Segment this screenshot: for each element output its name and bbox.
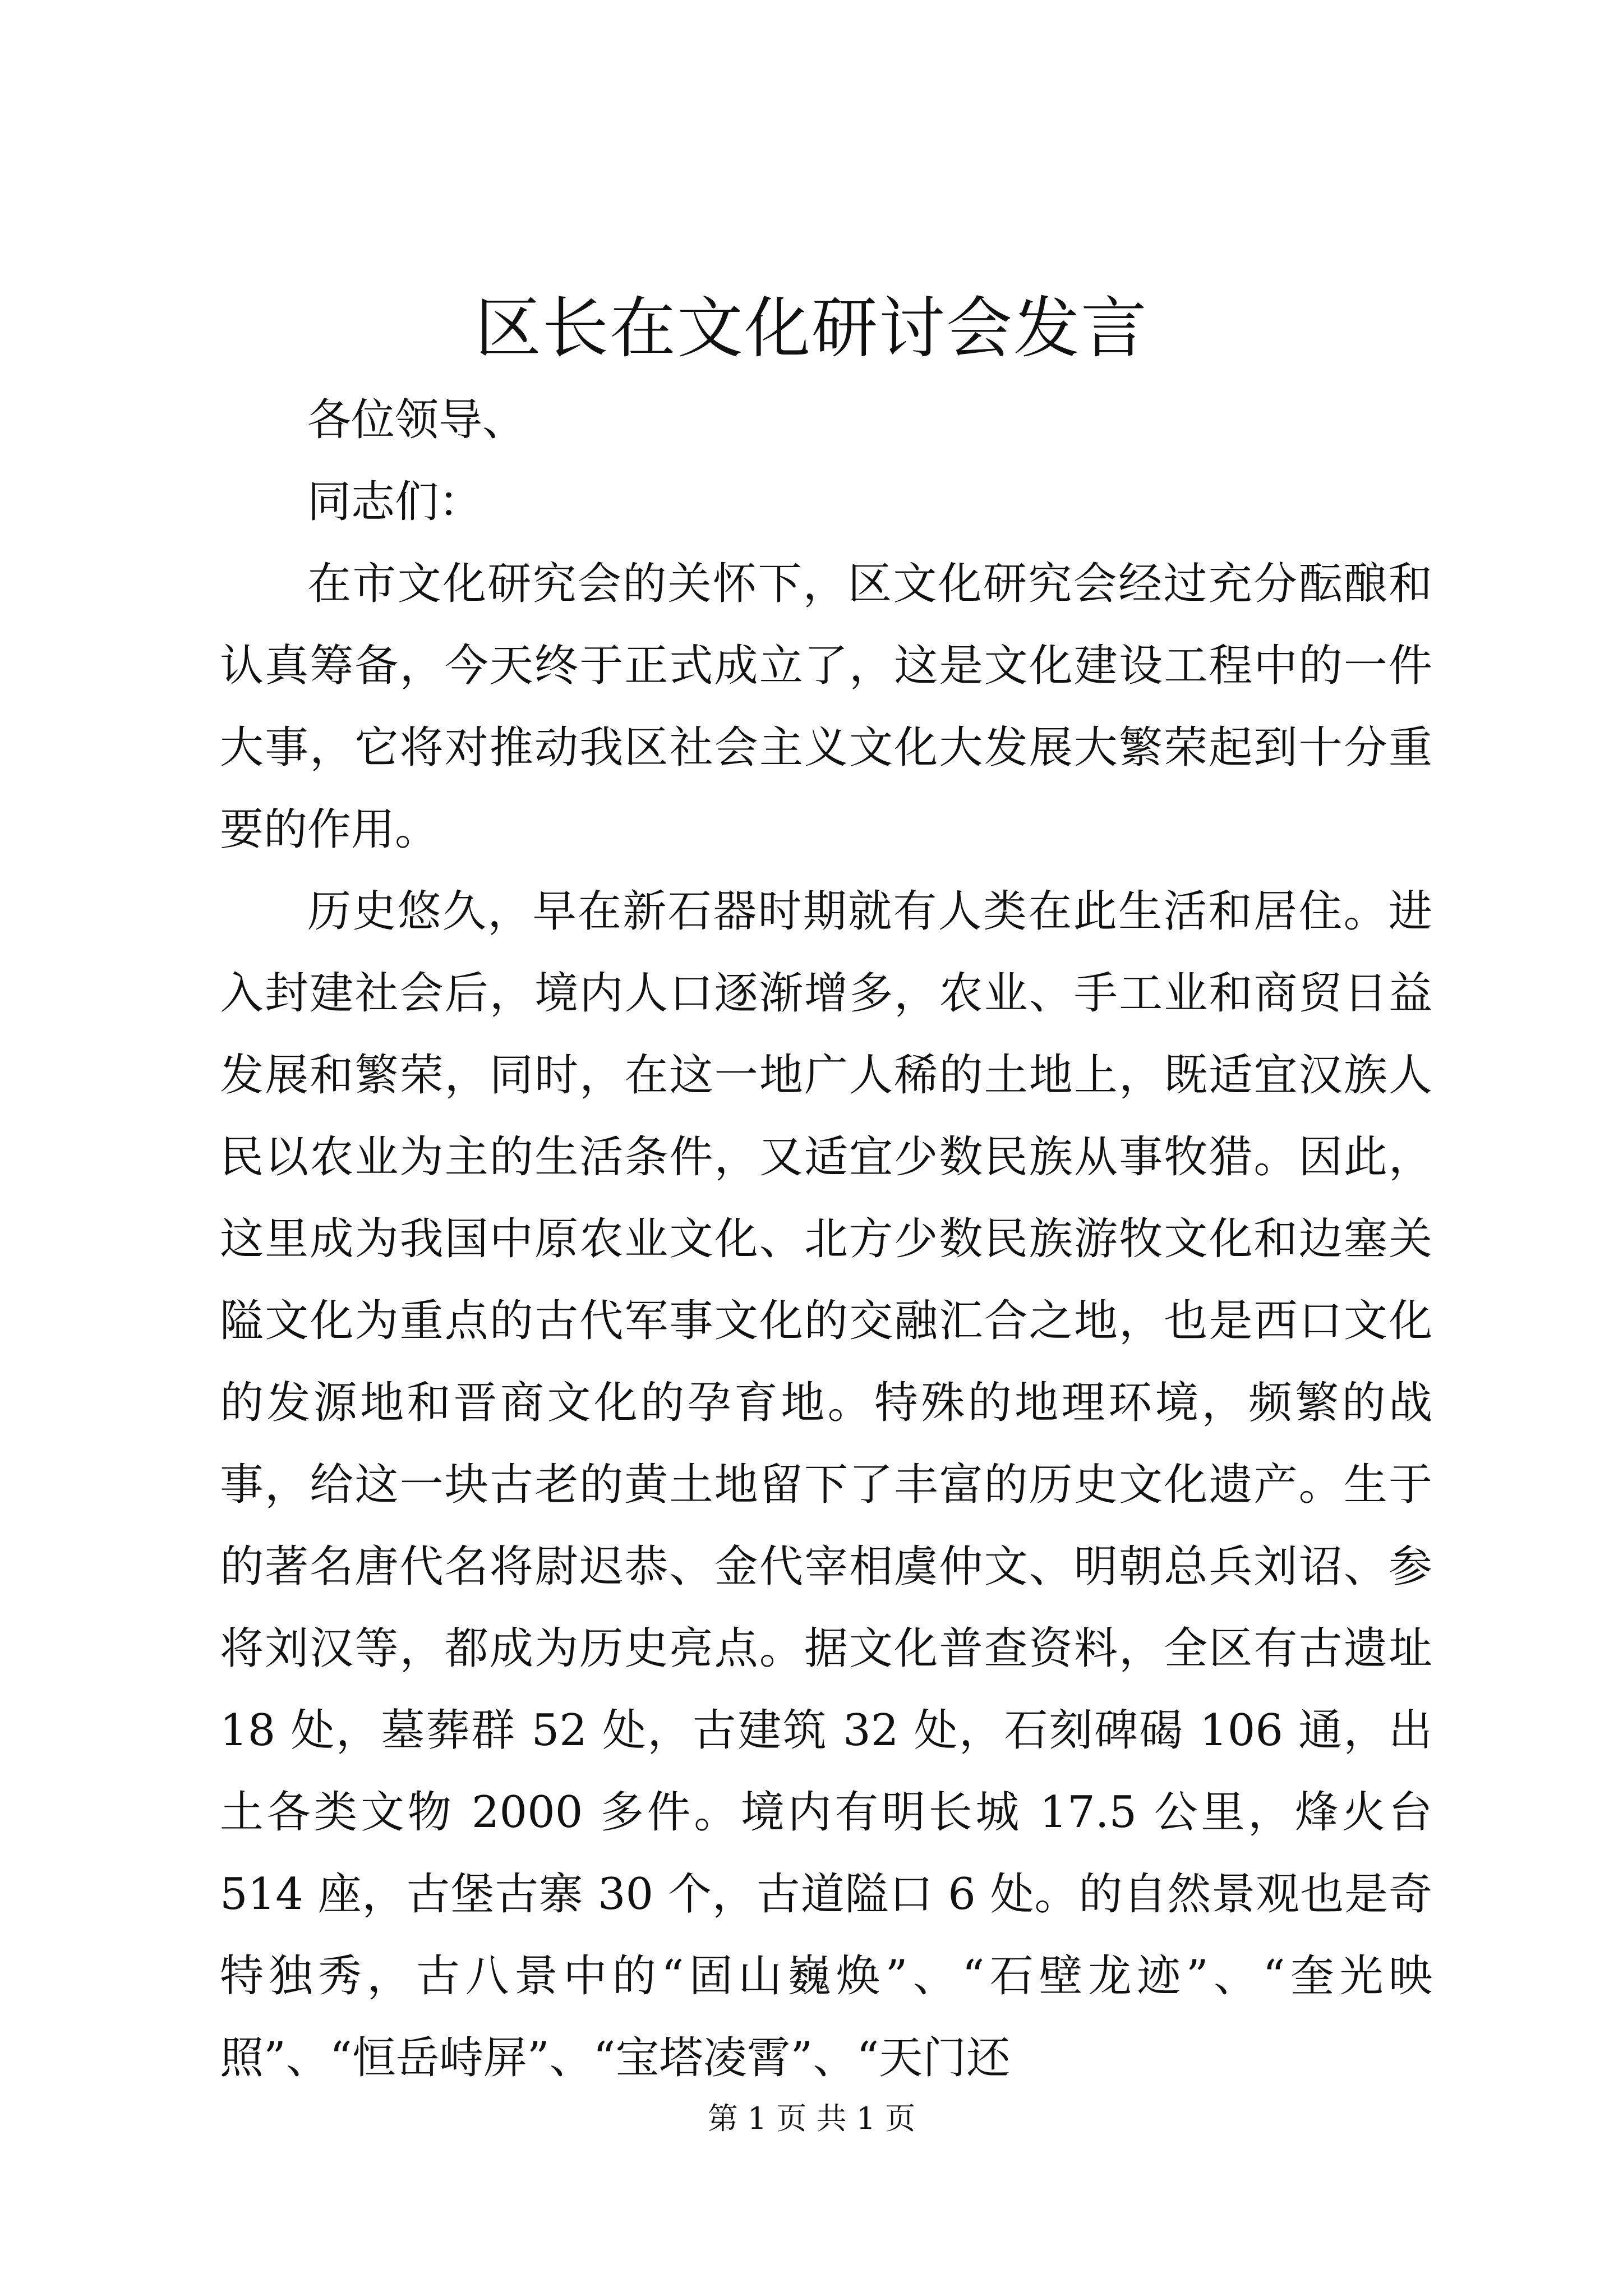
body-paragraph: 在市文化研究会的关怀下，区文化研究会经过充分酝酿和认真筹备，今天终于正式成立了，这是文化建设工程中的一件大事，它将对推动我区社会主义文化大发展大繁荣起到十分重要的作用。 (220, 559, 1432, 855)
page-footer: 第 1 页 共 1 页 (707, 2101, 916, 2136)
body-paragraph: 历史悠久，早在新石器时期就有人类在此生活和居住。进入封建社会后，境内人口逐渐增多，农业、手工业和商贸日益发展和繁荣，同时，在这一地广人稀的土地上，既适宜汉族人民以农业为主的生活条件，又适宜少数民族从事牧猎。因此，这里成为我国中原农业文化、北方少数民族游牧文化和边塞关隘文化为重点的古代军事文化的交融汇合之地，也是西口文化的发源地和晋商文化的孕育地。特殊的地理环境，频繁的战事，给这一块古老的黄土地留下了丰富的历史文化遗产。生于的著名唐代名将尉迟恭、金代宰相虞仲文、明朝总兵刘诏、参将刘汉等，都成为历史亮点。据文化普查资料，全区有古遗址 18 处，墓葬群 52 处，古建筑 32 处，石刻碑碣 106 通，出土各类文物 2000 多件。境内有明长城 17.5 公里，烽火台 514 座，古堡古寨 30 个，古道隘口 6 处。的自然景观也是奇特独秀，古八景中的“固山巍焕”、“石壁龙迹”、“奎光映照”、“恒岳峙屏”、“宝塔凌霄”、“天门还 (220, 886, 1432, 2083)
salutation-line: 同志们： (307, 477, 483, 527)
document-body (220, 379, 1432, 2099)
document-title: 区长在文化研讨会发言 (474, 289, 1148, 367)
salutation-line: 各位领导、 (307, 395, 527, 445)
